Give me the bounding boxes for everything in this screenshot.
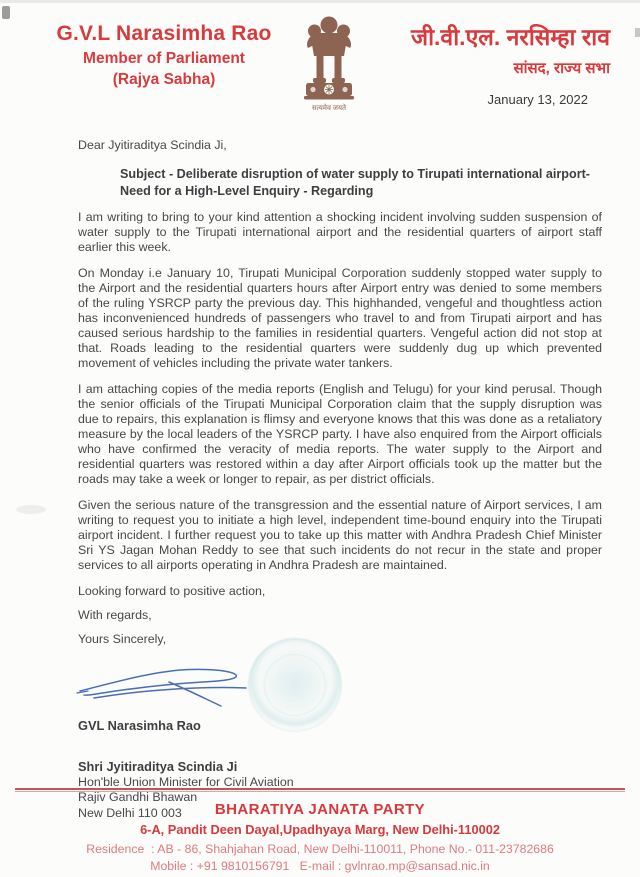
sender-name-hindi: जी.वी.एल. नरसिम्हा राव [411, 24, 610, 50]
ashoka-lion-capital-emblem [297, 12, 361, 120]
signatory-name: GVL Narasimha Rao [78, 718, 201, 733]
recipient-city: New Delhi 110 003 [78, 805, 182, 820]
scan-edge [0, 0, 640, 3]
recipient-name: Shri Jyitiraditya Scindia Ji [78, 759, 238, 774]
scan-artifact [16, 505, 46, 514]
contact-line: Mobile : +91 9810156791 E-mail : gvlnrao.mp@sansad.nic.in [150, 859, 490, 873]
letterhead-footer [0, 788, 640, 873]
residence-line: Residence : AB - 86, Shahjahan Road, New Delhi-110011, Phone No.- 011-23782686 [86, 842, 554, 856]
scan-artifact [2, 6, 10, 19]
subject-line: Subject - Deliberate disruption of water supply to Tirupati international airport- Need for a High-Level Enquiry - Regarding [120, 167, 590, 198]
closing-line-3: Yours Sincerely, [78, 632, 167, 646]
signature-row [78, 656, 602, 714]
letter-date: January 13, 2022 [487, 92, 588, 107]
paragraph-4: Given the serious nature of the transgression and the essential nature of Airport services, I am writing to request you to initiate a high level, independent time-bound enquiry into the Tirupati airport incident. I further request you to take up this matter with Andhra Pradesh Chief Minister Sri YS Jagan Mohan Reddy to see that such incidents do not recur in the state and proper services to all airports operating in Andhra Pradesh are maintained. [78, 498, 602, 572]
letter-body [78, 138, 602, 821]
paragraph-2: On Monday i.e January 10, Tirupati Municipal Corporation suddenly stopped water supply to the Airport and the residential quarters hours after Airport entry was denied to some members of the ruling YSRCP party the previous day. This highhanded, vengeful and thoughtless action has inconvenienced hundreds of passengers who travel to and from Tirupati airport and has caused serious hardship to the families in residential quarters. Vengeful action did not stop at that. Roads leading to the residential quarters were suddenly dug up which prevented movement of vehicles including the private water tankers. [78, 266, 602, 370]
recipient-designation: Hon'ble Union Minister for Civil Aviation [78, 774, 294, 789]
sender-title-english: Member of Parliament [83, 50, 245, 67]
emblem-motto-text: सत्यमेव जयते [311, 105, 347, 112]
footer-divider [15, 788, 625, 792]
paragraph-1: I am writing to bring to your kind attention a shocking incident involving sudden suspension of water supply to the Tirupati international airport and the residential quarters of airport staff earlier this week. [78, 210, 602, 254]
scan-artifact [635, 28, 640, 37]
sender-house-english: (Rajya Sabha) [112, 71, 216, 88]
salutation: Dear Jyitiraditya Scindia Ji, [78, 138, 227, 152]
party-name: BHARATIYA JANATA PARTY [214, 801, 426, 818]
closing-line-2: With regards, [78, 608, 152, 622]
party-address: 6-A, Pandit Deen Dayal,Upadhyaya Marg, New Delhi-110002 [140, 822, 500, 837]
recipient-building: Rajiv Gandhi Bhawan [78, 790, 198, 804]
closing-line-1: Looking forward to positive action, [78, 584, 266, 598]
sender-name-english: G.V.L Narasimha Rao [56, 22, 272, 45]
sender-title-hindi: सांसद, राज्य सभा [513, 60, 610, 77]
letterhead-left [36, 22, 292, 89]
letterhead-right [411, 20, 610, 107]
handwritten-signature [74, 658, 264, 717]
faint-round-seal-stamp [248, 638, 342, 732]
paragraph-3: I am attaching copies of the media reports (English and Telugu) for your kind perusal. Though the senior officials of the Tirupati Municipal Corporation claim that the supply disruption was due to repairs, this explanation is flimsy and everyone knows that this was done as a retaliatory measure by the local leaders of the YSRCP party. I have also enquired from the Airport officials who have confirmed the veracity of media reports. The water supply to the Airport and residential quarters was restored within a day after Airport officials took up the matter but the roads may take a week or longer to repair, as per district officials. [78, 382, 602, 486]
